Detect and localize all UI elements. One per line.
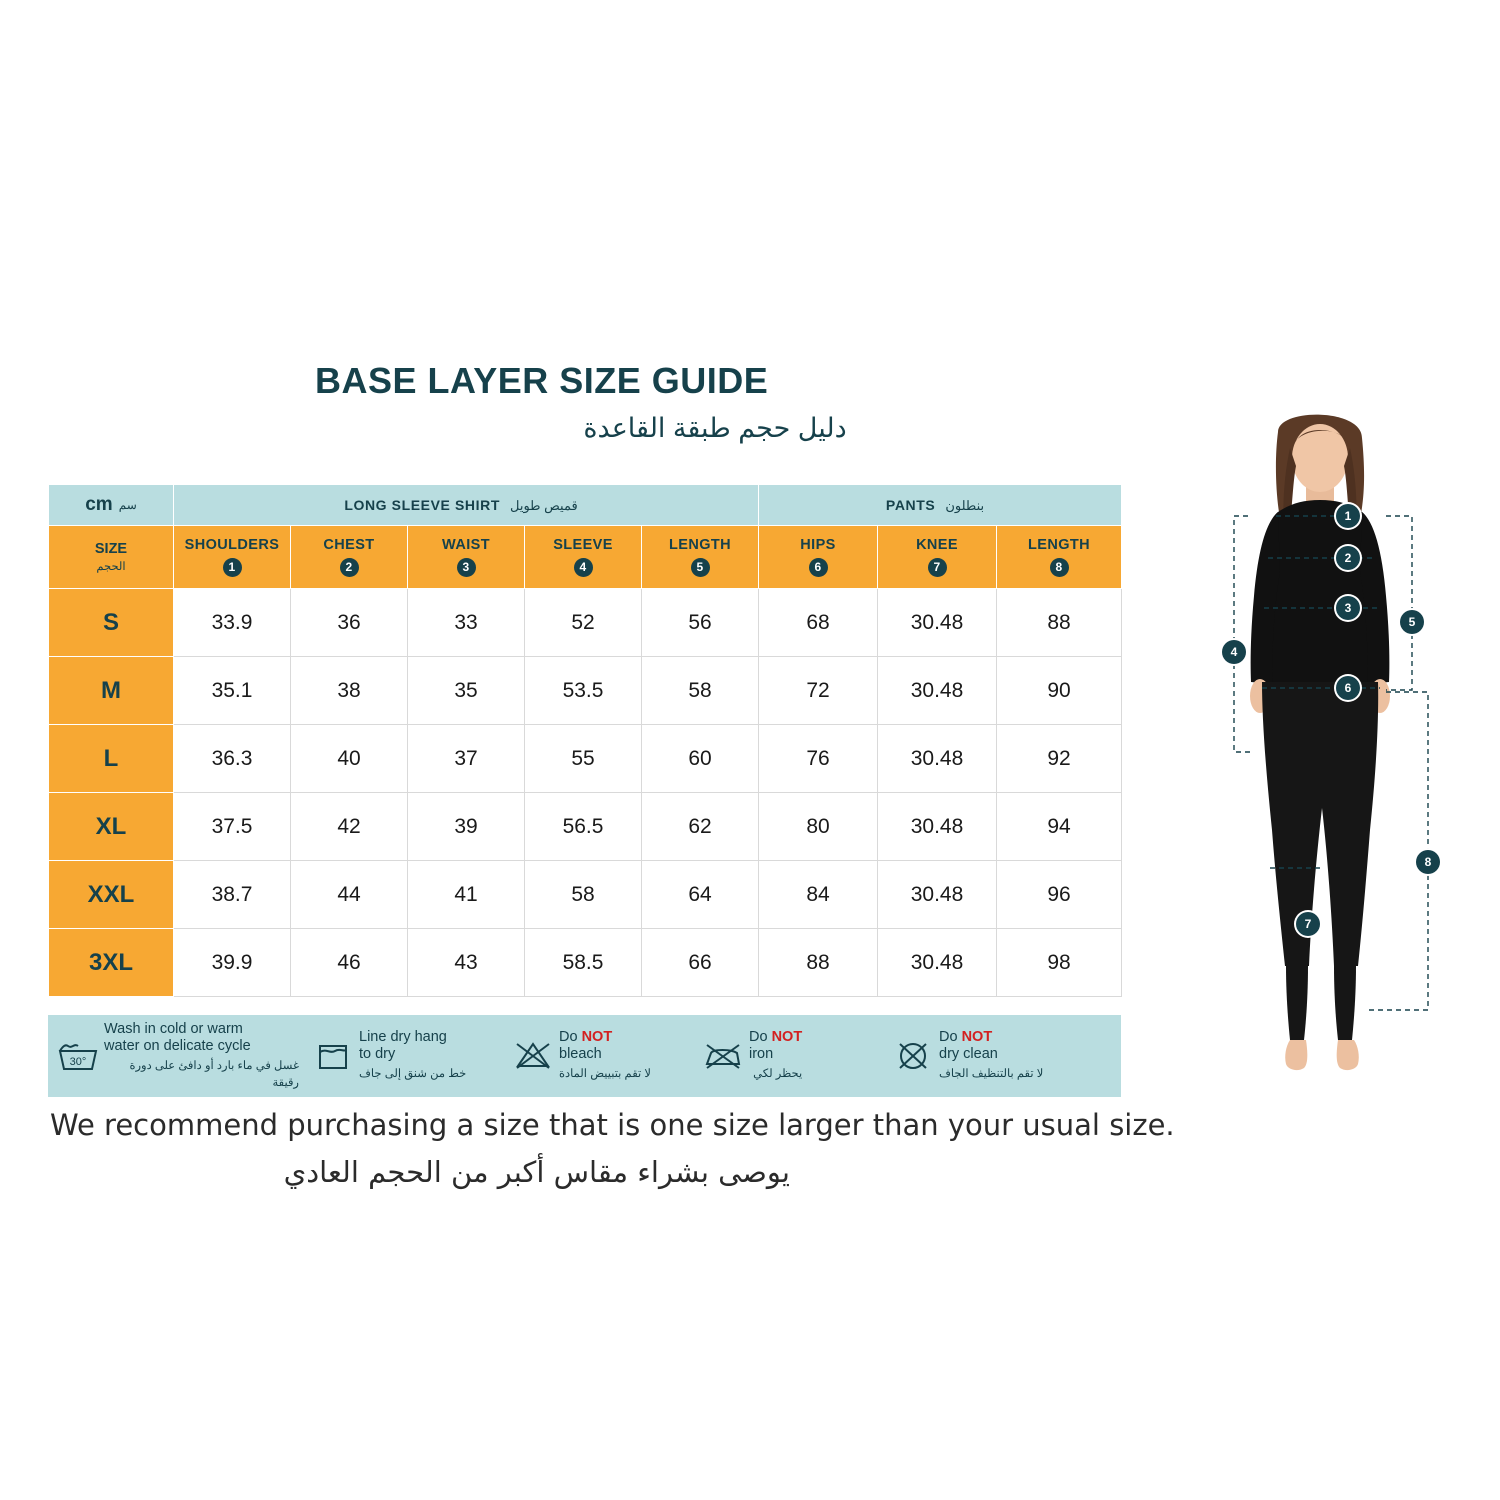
- row-size-label: XL: [49, 793, 174, 861]
- column-number-badge: 8: [1050, 558, 1069, 577]
- cell-knee: 30.48: [878, 929, 997, 997]
- unit-cell: [49, 485, 174, 526]
- cell-waist: 41: [408, 861, 525, 929]
- model-figure-icon: [1150, 400, 1490, 1120]
- cell-hips: 72: [759, 657, 878, 725]
- cell-sleeve: 55: [525, 725, 642, 793]
- unit-label-en: cm: [85, 494, 113, 515]
- cell-chest: 38: [291, 657, 408, 725]
- group-label-ar: قميص طويل: [509, 497, 578, 513]
- cell-shirt-length: 66: [642, 929, 759, 997]
- cell-shoulders: 39.9: [174, 929, 291, 997]
- cell-shirt-length: 62: [642, 793, 759, 861]
- size-table: [48, 484, 1122, 997]
- column-header-hips: [759, 526, 878, 589]
- marker-7-knee: 7: [1296, 912, 1320, 936]
- care-item-line-dry: [303, 1029, 503, 1083]
- care-not-word: NOT: [581, 1029, 613, 1045]
- column-number-badge: 6: [809, 558, 828, 577]
- cell-chest: 44: [291, 861, 408, 929]
- care-text-line-dry: [359, 1029, 466, 1083]
- group-label-ar: بنطلون: [945, 497, 985, 513]
- unit-label-ar: سم: [118, 497, 137, 512]
- care-line-ar: يحظر لكي: [753, 1068, 803, 1080]
- cell-knee: 30.48: [878, 657, 997, 725]
- column-label: SLEEVE: [553, 537, 613, 553]
- cell-sleeve: 58: [525, 861, 642, 929]
- column-label: WAIST: [442, 537, 490, 553]
- size-header-en: SIZE: [94, 541, 128, 557]
- column-header-sleeve: [525, 526, 642, 589]
- care-item-no-iron: [693, 1029, 883, 1083]
- marker-8-pants-length: 8: [1416, 850, 1440, 874]
- cell-knee: 30.48: [878, 861, 997, 929]
- care-line-ar: لا تقم بالتنظيف الجاف: [939, 1068, 1044, 1080]
- cell-sleeve: 58.5: [525, 929, 642, 997]
- care-line-1: Wash in cold or warm: [104, 1020, 243, 1037]
- column-header-shirt-length: [642, 526, 759, 589]
- care-line-2: water on delicate cycle: [104, 1037, 251, 1054]
- cell-shirt-length: 58: [642, 657, 759, 725]
- cell-sleeve: 52: [525, 589, 642, 657]
- cell-shirt-length: 64: [642, 861, 759, 929]
- care-instructions-bar: [48, 1015, 1121, 1097]
- column-label: KNEE: [916, 537, 958, 553]
- cell-shirt-length: 56: [642, 589, 759, 657]
- size-header-ar: الحجم: [96, 561, 126, 573]
- cell-hips: 84: [759, 861, 878, 929]
- care-text-no-iron: [749, 1029, 802, 1083]
- group-label-en: PANTS: [885, 496, 936, 513]
- no-dryclean-icon: [887, 1039, 939, 1073]
- cell-sleeve: 53.5: [525, 657, 642, 725]
- column-header-shoulders: [174, 526, 291, 589]
- column-number-badge: 3: [457, 558, 476, 577]
- care-text-no-bleach: [559, 1029, 651, 1083]
- wash-tub-icon: [52, 1039, 104, 1073]
- group-pants: [759, 485, 1122, 526]
- column-label: LENGTH: [669, 537, 732, 553]
- cell-pants-length: 90: [997, 657, 1122, 725]
- marker-1-shoulders: 1: [1336, 504, 1360, 528]
- cell-chest: 36: [291, 589, 408, 657]
- page-title-arabic: دليل حجم طبقة القاعدة: [583, 413, 847, 443]
- care-line-1: Do NOT: [939, 1029, 993, 1045]
- row-size-label: L: [49, 725, 174, 793]
- cell-shoulders: 37.5: [174, 793, 291, 861]
- care-text-no-dry-clean: [939, 1029, 1043, 1083]
- cell-knee: 30.48: [878, 589, 997, 657]
- care-not-word: NOT: [771, 1029, 803, 1045]
- cell-waist: 43: [408, 929, 525, 997]
- group-long-sleeve-shirt: [174, 485, 759, 526]
- cell-waist: 37: [408, 725, 525, 793]
- table-row: [49, 589, 1122, 657]
- care-line-ar: غسل في ماء بارد أو دافئ على دورة رقيقة: [129, 1059, 299, 1089]
- care-line-2: to dry: [359, 1046, 396, 1062]
- cell-waist: 35: [408, 657, 525, 725]
- cell-pants-length: 98: [997, 929, 1122, 997]
- cell-shoulders: 36.3: [174, 725, 291, 793]
- care-line-2: bleach: [559, 1046, 602, 1062]
- cell-chest: 40: [291, 725, 408, 793]
- cell-pants-length: 94: [997, 793, 1122, 861]
- care-line-2: iron: [749, 1046, 774, 1062]
- column-number-badge: 4: [574, 558, 593, 577]
- cell-chest: 42: [291, 793, 408, 861]
- column-header-waist: [408, 526, 525, 589]
- cell-shoulders: 38.7: [174, 861, 291, 929]
- no-iron-icon: [697, 1039, 749, 1073]
- column-header-pants-length: [997, 526, 1122, 589]
- care-line-1: Do NOT: [559, 1029, 613, 1045]
- table-row: [49, 725, 1122, 793]
- care-line-2: dry clean: [939, 1046, 998, 1062]
- cell-hips: 80: [759, 793, 878, 861]
- marker-6-hips: 6: [1336, 676, 1360, 700]
- table-header-row: [49, 526, 1122, 589]
- column-number-badge: 1: [223, 558, 242, 577]
- recommendation-note-en: We recommend purchasing a size that is one size larger than your usual size.: [50, 1108, 1175, 1142]
- size-table-container: [48, 484, 1121, 997]
- column-label: CHEST: [323, 537, 375, 553]
- table-row: [49, 657, 1122, 725]
- cell-knee: 30.48: [878, 725, 997, 793]
- cell-pants-length: 96: [997, 861, 1122, 929]
- care-line-ar: لا تقم بتبييض المادة: [559, 1068, 651, 1080]
- cell-waist: 39: [408, 793, 525, 861]
- row-size-label: M: [49, 657, 174, 725]
- column-header-chest: [291, 526, 408, 589]
- column-header-size: [49, 526, 174, 589]
- table-group-row: [49, 485, 1122, 526]
- marker-4-sleeve: 4: [1222, 640, 1246, 664]
- column-header-knee: [878, 526, 997, 589]
- care-text-wash: [104, 1021, 299, 1092]
- care-line-ar: خط من شنق إلى جاف: [359, 1068, 467, 1080]
- cell-shoulders: 33.9: [174, 589, 291, 657]
- row-size-label: S: [49, 589, 174, 657]
- page-title: BASE LAYER SIZE GUIDE: [315, 360, 769, 401]
- cell-hips: 88: [759, 929, 878, 997]
- column-label: HIPS: [800, 537, 836, 553]
- cell-sleeve: 56.5: [525, 793, 642, 861]
- column-number-badge: 7: [928, 558, 947, 577]
- care-item-wash: [48, 1021, 303, 1092]
- table-row: [49, 861, 1122, 929]
- cell-shirt-length: 60: [642, 725, 759, 793]
- marker-2-chest: 2: [1336, 546, 1360, 570]
- cell-chest: 46: [291, 929, 408, 997]
- cell-hips: 76: [759, 725, 878, 793]
- table-row: [49, 793, 1122, 861]
- care-line-1: Line dry hang: [359, 1029, 447, 1045]
- marker-5-shirt-length: 5: [1400, 610, 1424, 634]
- marker-3-waist: 3: [1336, 596, 1360, 620]
- care-item-no-dry-clean: [883, 1029, 1093, 1083]
- cell-waist: 33: [408, 589, 525, 657]
- cell-shoulders: 35.1: [174, 657, 291, 725]
- group-label-en: LONG SLEEVE SHIRT: [344, 496, 500, 513]
- column-number-badge: 5: [691, 558, 710, 577]
- care-not-word: NOT: [961, 1029, 993, 1045]
- row-size-label: 3XL: [49, 929, 174, 997]
- care-item-no-bleach: [503, 1029, 693, 1083]
- column-label: SHOULDERS: [184, 537, 280, 553]
- model-illustration: [1150, 400, 1490, 1120]
- table-row: [49, 929, 1122, 997]
- line-dry-icon: [307, 1039, 359, 1073]
- cell-hips: 68: [759, 589, 878, 657]
- recommendation-note-ar: يوصى بشراء مقاس أكبر من الحجم العادي: [283, 1155, 790, 1189]
- column-number-badge: 2: [340, 558, 359, 577]
- care-line-1: Do NOT: [749, 1029, 803, 1045]
- wash-temp-label: 30°: [69, 1056, 87, 1068]
- cell-knee: 30.48: [878, 793, 997, 861]
- cell-pants-length: 88: [997, 589, 1122, 657]
- no-bleach-icon: [507, 1039, 559, 1073]
- row-size-label: XXL: [49, 861, 174, 929]
- cell-pants-length: 92: [997, 725, 1122, 793]
- column-label: LENGTH: [1028, 537, 1091, 553]
